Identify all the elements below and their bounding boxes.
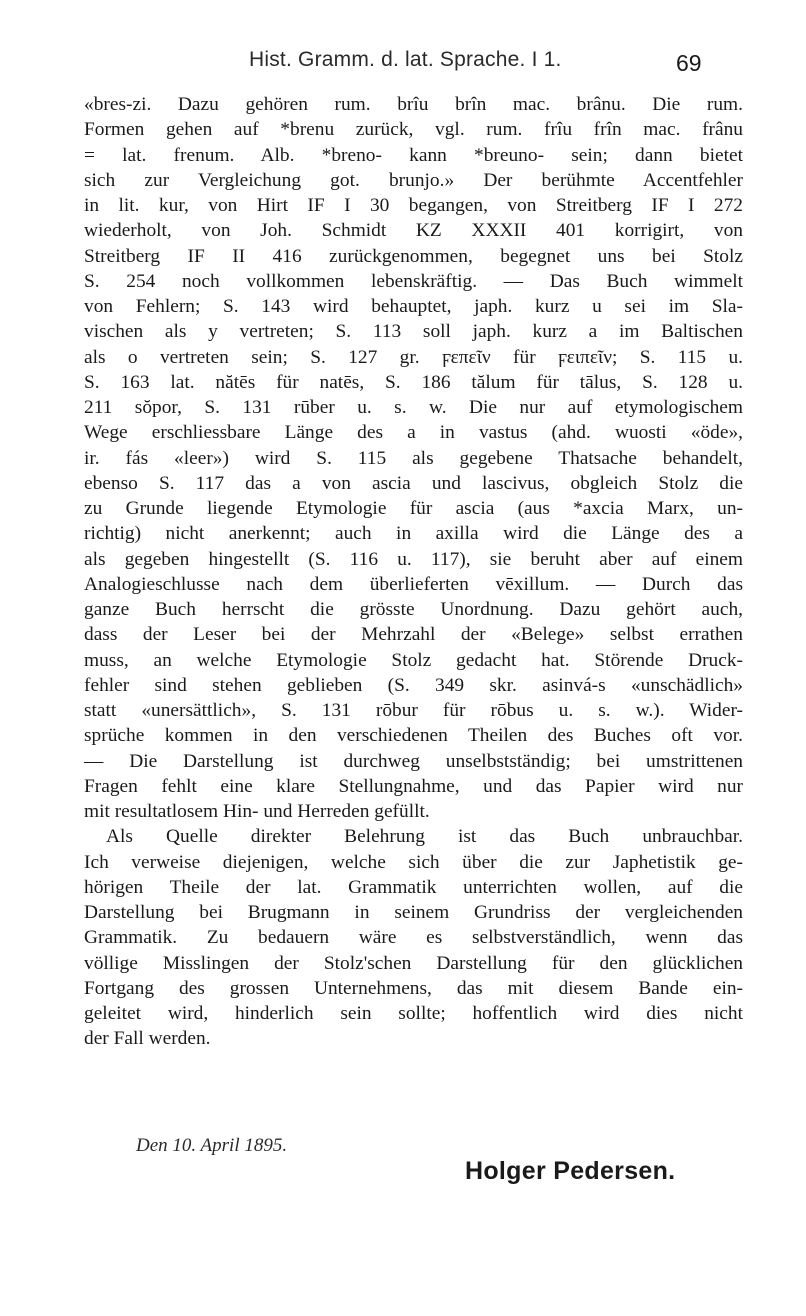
text-line: sprüche kommen in den verschiedenen Theilen des Buches oft vor. <box>84 725 743 747</box>
text-line: in lit. kur, von Hirt IF I 30 begangen, von Streitberg IF I 272 <box>84 195 743 216</box>
text-line: völlige Misslingen der Stolz'schen Darstellung für den glücklichen <box>84 952 743 974</box>
text-line: geleitet wird, hinderlich sein sollte; hoffentlich wird dies nicht <box>84 1003 743 1024</box>
text-line: Als Quelle direkter Belehrung ist das Buch unbrauchbar. <box>106 826 743 848</box>
text-line: zu Grunde liegende Etymologie für ascia (aus *axcia Marx, un- <box>84 498 743 519</box>
text-line: S. 163 lat. nătēs für natēs, S. 186 tălum für tālus, S. 128 u. <box>84 371 743 393</box>
text-line: sich zur Vergleichung got. brunjo.» Der berühmte Accentfehler <box>84 169 743 191</box>
text-line: dass der Leser bei der Mehrzahl der «Belege» selbst errathen <box>84 624 743 646</box>
text-line: — Die Darstellung ist durchweg unselbstständig; bei umstrittenen <box>84 750 743 772</box>
author-signature: Holger Pedersen. <box>465 1157 676 1185</box>
text-line: Formen gehen auf *brenu zurück, vgl. rum. frîu frîn mac. frânu <box>84 119 743 141</box>
text-line: ir. fás «leer») wird S. 115 als gegebene Thatsache behandelt, <box>84 447 743 469</box>
text-line: Darstellung bei Brugmann in seinem Grundriss der vergleichenden <box>84 902 743 923</box>
text-line: ebenso S. 117 das a von ascia und lascivus, obgleich Stolz die <box>84 472 743 494</box>
text-line: Ich verweise diejenigen, welche sich über die zur Japhetistik ge- <box>84 851 743 873</box>
text-line: muss, an welche Etymologie Stolz gedacht hat. Störende Druck- <box>84 649 743 671</box>
text-line: mit resultatlosem Hin- und Herreden gefüllt. <box>84 801 430 822</box>
text-line: Analogieschlusse nach dem überlieferten vēxillum. — Durch das <box>84 573 743 595</box>
text-line: Fragen fehlt eine klare Stellungnahme, und das Papier wird nur <box>84 775 743 797</box>
text-line: als gegeben hingestellt (S. 116 u. 117), sie beruht aber auf einem <box>84 548 743 570</box>
text-line: 211 sŏpor, S. 131 rūber u. s. w. Die nur auf etymologischem <box>84 397 743 418</box>
text-line: Grammatik. Zu bedauern wäre es selbstverständlich, wenn das <box>84 927 743 949</box>
text-line: der Fall werden. <box>84 1028 211 1050</box>
text-line: Wege erschliessbare Länge des a in vastus (ahd. wuosti «öde», <box>84 422 743 444</box>
text-line: fehler sind stehen geblieben (S. 349 skr. asinvá-s «unschädlich» <box>84 674 743 696</box>
date-line: Den 10. April 1895. <box>136 1135 288 1156</box>
text-line: «bres-zi. Dazu gehören rum. brîu brîn mac. brânu. Die rum. <box>84 94 743 115</box>
text-line: als o vertreten sein; S. 127 gr. ϝεπεῖν für ϝειπεῖν; S. 115 u. <box>84 346 743 368</box>
text-line: statt «unersättlich», S. 131 rōbur für rōbus u. s. w.). Wider- <box>84 700 743 721</box>
body-text <box>84 92 743 1052</box>
text-line: S. 254 noch vollkommen lebenskräftig. — Das Buch wimmelt <box>84 270 743 292</box>
text-line: hörigen Theile der lat. Grammatik unterrichten wollen, auf die <box>84 876 743 898</box>
running-title: Hist. Gramm. d. lat. Sprache. I 1. <box>249 48 562 71</box>
text-line: = lat. frenum. Alb. *breno- kann *breuno- sein; dann bietet <box>84 144 743 166</box>
text-line: von Fehlern; S. 143 wird behauptet, japh. kurz u sei im Sla- <box>84 296 743 317</box>
text-line: ganze Buch herrscht die grösste Unordnung. Dazu gehört auch, <box>84 599 743 620</box>
running-header <box>0 48 806 82</box>
text-line: richtig) nicht anerkennt; auch in axilla wird die Länge des a <box>84 523 743 545</box>
text-line: Fortgang des grossen Unternehmens, das mit diesem Bande ein- <box>84 977 743 999</box>
page-number: 69 <box>676 50 702 76</box>
text-line: Streitberg IF II 416 zurückgenommen, begegnet uns bei Stolz <box>84 245 743 267</box>
text-line: wiederholt, von Joh. Schmidt KZ XXXII 401 korrigirt, von <box>84 220 743 242</box>
text-line: vischen als y vertreten; S. 113 soll japh. kurz a im Baltischen <box>84 321 743 343</box>
